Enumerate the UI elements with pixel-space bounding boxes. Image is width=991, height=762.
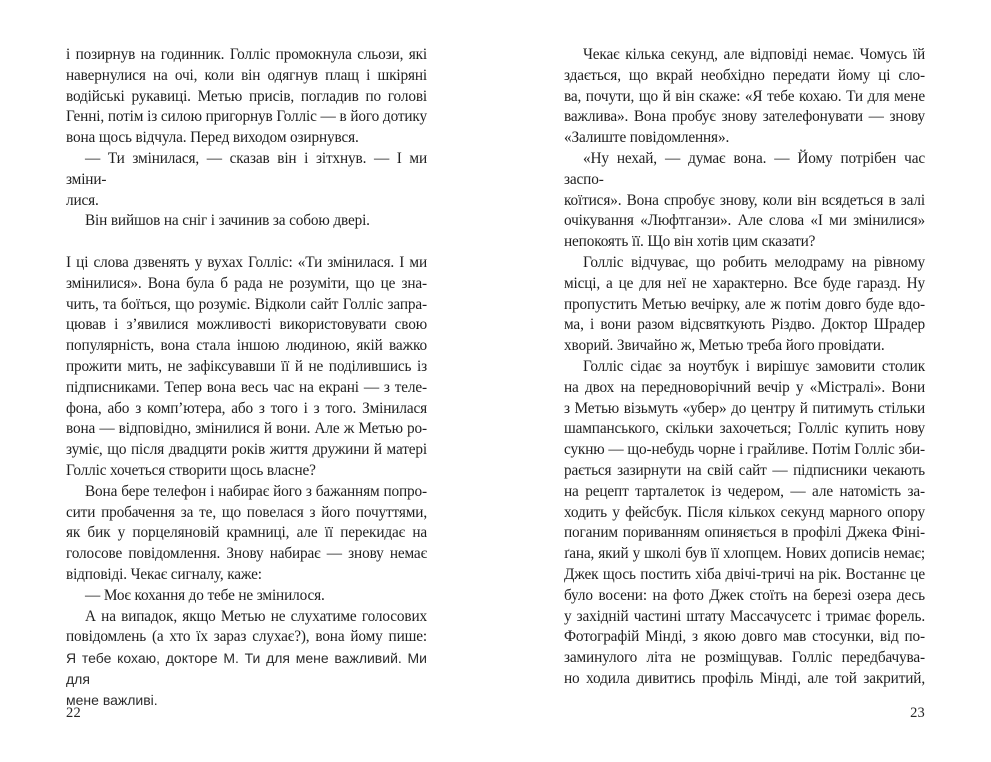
book-page-right xyxy=(564,45,925,745)
text-line: на двох на передноворічний вечір у «Містралі». Вони xyxy=(564,378,925,396)
text-line: підписниками. Тепер вона весь час на екрані — з теле- xyxy=(66,378,427,396)
text-line: і позирнув на годинник. Голліс промокнула сльози, які xyxy=(66,46,427,63)
paragraph xyxy=(564,253,925,357)
text-line: місці, а це для неї не характерно. Все буде гаразд. Ну xyxy=(564,274,925,292)
text-line: — Моє кохання до тебе не змінилося. xyxy=(85,586,325,604)
text-line: Джек щось постить хіба двічі-тричі на рік. Востаннє це xyxy=(564,565,925,583)
book-page-left xyxy=(66,45,427,745)
text-line: важлива». Вона пробує знову зателефонувати — знову xyxy=(564,108,925,126)
text-line: популярність, вона стала іншою людиною, якій важко xyxy=(66,337,427,355)
text-line: чить, та боїться, що розуміє. Відколи сайт Голліс запра- xyxy=(66,295,427,313)
text-line: очікування «Люфтганзи». Але слова «І ми змінилися» xyxy=(564,212,925,230)
page-number: 23 xyxy=(910,705,925,721)
paragraph xyxy=(66,211,427,232)
text-line: ґана, який у школі був її хлопцем. Нових дописів немає; xyxy=(564,545,925,563)
text-line: цював і з’явилися можливості використовувати свою xyxy=(66,316,427,334)
text-line: голосове повідомлення. Знову набирає — знову немає xyxy=(66,545,427,563)
paragraph xyxy=(564,45,925,149)
text-line: Голліс сідає за ноутбук і вирішує замовити столик xyxy=(583,357,925,375)
text-line: коїтися». Вона спробує знову, коли він всядеться в залі xyxy=(564,191,925,209)
text-line: хворий. Звичайно ж, Метью треба його провідати. xyxy=(564,337,885,355)
text-line: фона, або з комп’ютера, або з того і з того. Змінилася xyxy=(66,399,427,417)
paragraph xyxy=(564,357,925,690)
text-line: навернулися на очі, коли він одягнув плащ і шкіряні xyxy=(66,66,427,84)
text-line: рається зазирнути на свій сайт — підписники чекають xyxy=(564,461,925,479)
text-line: водійські рукавиці. Метью присів, погладив по голові xyxy=(66,87,427,105)
text-line: заминулого літа не розміщував. Голліс передбачува- xyxy=(564,649,925,667)
paragraph xyxy=(564,149,925,253)
text-line: сити пробачення за те, що повелася з його почуттями, xyxy=(66,503,427,521)
text-line: зуміє, що після двадцяти років життя дружини й матері xyxy=(66,441,427,459)
text-line: як бик у порцеляновій крамниці, але її перекидає на xyxy=(66,524,427,542)
paragraph xyxy=(66,253,427,482)
text-line: пропустить Метью вечірку, але ж потім довго буде вдо- xyxy=(564,295,925,313)
text-line: лися. xyxy=(66,191,99,209)
text-line: ма, і вони разом відсвяткують Різдво. Доктор Шрадер xyxy=(564,316,925,334)
text-line: було восени: на фото Джек стоїть на березі озера десь xyxy=(564,586,925,604)
text-line: Генні, потім із силою пригорнув Голліс — в його дотику xyxy=(66,108,427,126)
text-line: Фотографій Мінді, з якою довго мав стосунки, від по- xyxy=(564,628,925,646)
text-line: вона щось відчула. Перед виходом озирнувся. xyxy=(66,129,359,147)
text-line: непокоять її. Що він хотів цим сказати? xyxy=(564,233,816,251)
text-line: «Залиште повідомлення». xyxy=(564,129,730,147)
text-line: Чекає кілька секунд, але відповіді немає. Чомусь їй xyxy=(583,46,925,63)
text-line: відповіді. Чекає сигналу, каже: xyxy=(66,565,262,583)
text-line: змінилися». Вона була б рада не розуміти, що це зна- xyxy=(66,274,427,292)
text-line: Я тебе кохаю, докторе М. Ти для мене важливий. Ми для xyxy=(66,650,427,687)
text-line: повідомлень (а хто їх зараз слухає?), вона йому пише: xyxy=(66,628,427,646)
text-line: шампанського, скільки захочеться; Голліс купить нову xyxy=(564,420,925,438)
text-line: поганим пориванням опиняється в профілі Джека Фіні- xyxy=(564,524,925,542)
text-line: у західній частині штату Массачусетс і тримає форель. xyxy=(564,607,925,625)
paragraph xyxy=(66,482,427,586)
text-line: но ходила дивитись профіль Мінді, але той закритий, xyxy=(564,669,925,687)
page-number: 22 xyxy=(66,705,81,721)
text-line: сукню — що-небудь чорне і грайливе. Потім Голліс зби- xyxy=(564,441,925,459)
text-line: Він вийшов на сніг і зачинив за собою двері. xyxy=(85,212,370,230)
text-line: Голліс хочеться створити щось власне? xyxy=(66,461,316,479)
paragraph xyxy=(66,45,427,149)
paragraph xyxy=(66,607,427,711)
text-line: І ці слова дзвенять у вухах Голліс: «Ти змінилася. І ми xyxy=(66,253,427,271)
text-line: на рецепт тарталеток із чедером, — але натомість за- xyxy=(564,482,925,500)
section-break xyxy=(66,232,427,253)
text-line: вона — відповідно, змінилися й вони. Але ж Метью ро- xyxy=(66,420,427,438)
text-line: ходить у фейсбук. Після кількох секунд марного опору xyxy=(564,503,925,521)
text-line: Голліс відчуває, що робить мелодраму на рівному xyxy=(583,253,925,271)
text-line: мене важливі. xyxy=(66,691,158,708)
text-line: здається, що вкрай необхідно передати йому ці сло- xyxy=(564,66,925,84)
text-line: Вона бере телефон і набирає його з бажанням попро- xyxy=(85,482,427,500)
text-line: ва, почути, що й він скаже: «Я тебе кохаю. Ти для мене xyxy=(564,87,925,105)
text-line: «Ну нехай, — думає вона. — Йому потрібен час заспо- xyxy=(564,149,925,188)
text-line: — Ти змінилася, — сказав він і зітхнув. — І ми зміни- xyxy=(66,149,427,188)
text-line: прожити мить, не зафіксувавши її й не поділившись із xyxy=(66,357,427,375)
text-line: з Метью візьмуть «убер» до центру й питимуть стільки xyxy=(564,399,925,417)
paragraph xyxy=(66,586,427,607)
text-line: А на випадок, якщо Метью не слухатиме голосових xyxy=(85,607,427,625)
paragraph xyxy=(66,149,427,211)
